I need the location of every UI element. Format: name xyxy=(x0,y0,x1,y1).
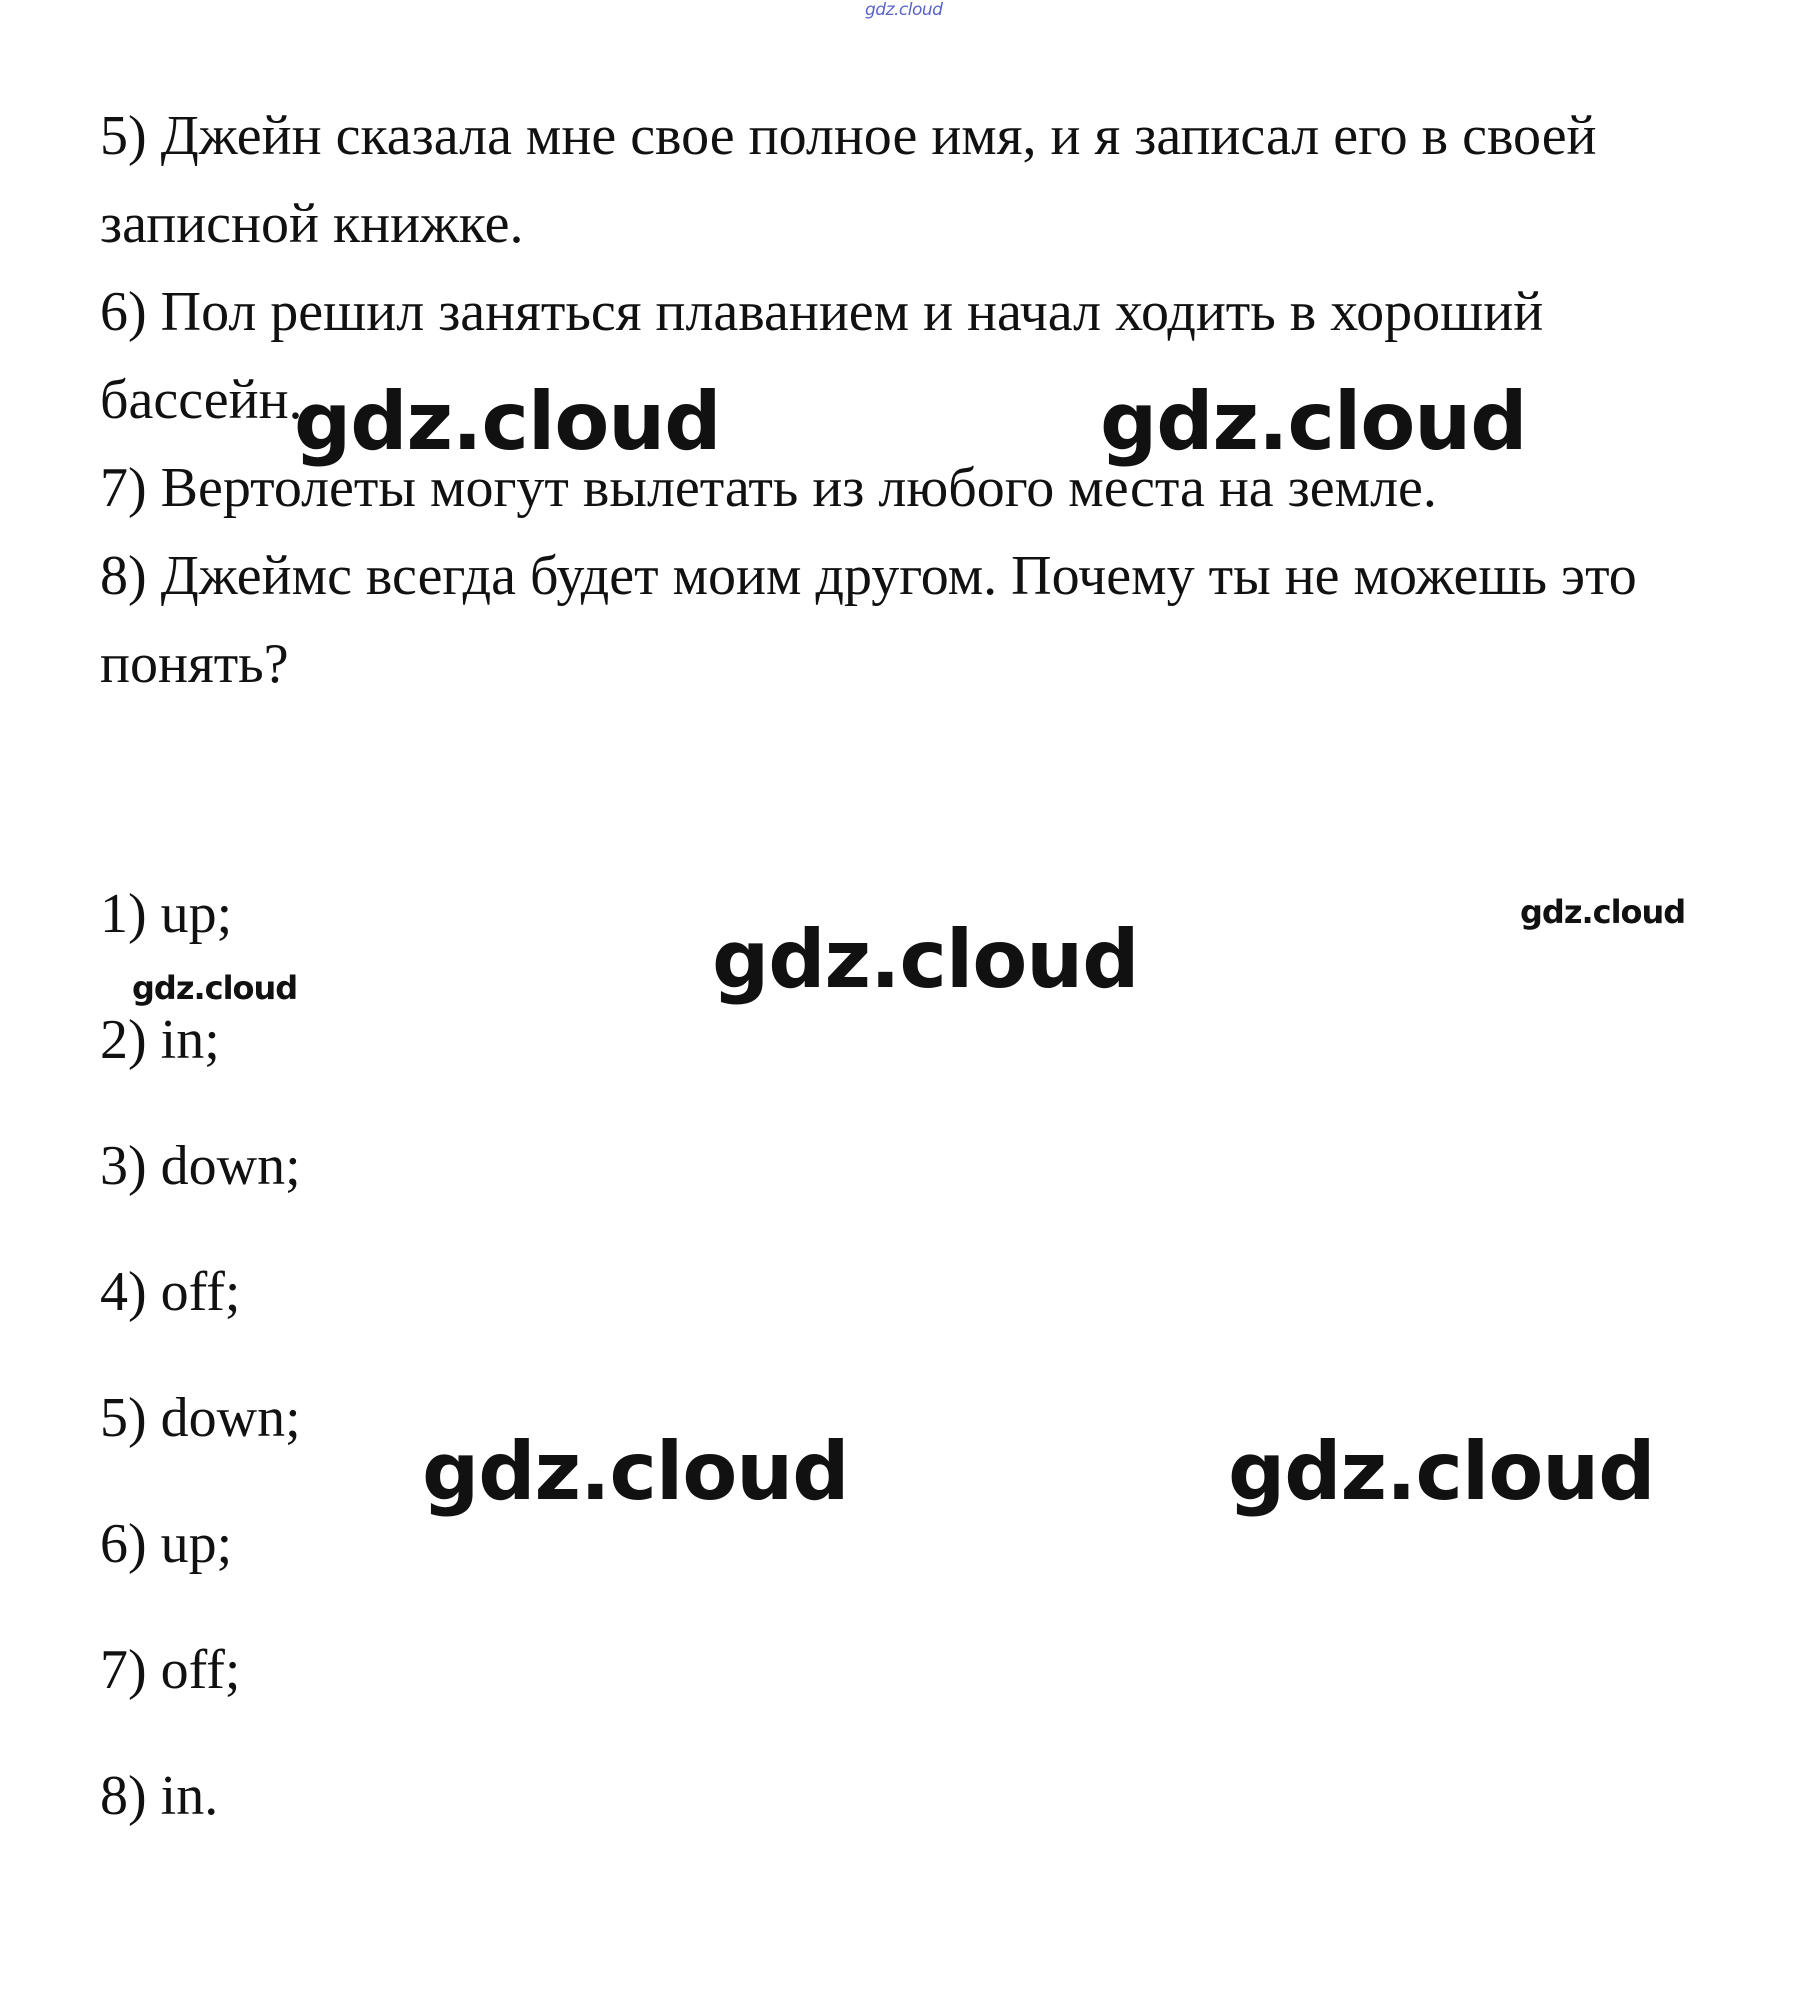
answer-item-5: 5) down; xyxy=(100,1387,301,1449)
answer-item-6: 6) up; xyxy=(100,1513,233,1575)
watermark: gdz.cloud xyxy=(712,913,1139,1006)
translation-item-7: 7) Вертолеты могут вылетать из любого места на земле. xyxy=(100,457,1437,519)
answer-item-1: 1) up; xyxy=(100,883,233,945)
watermark: gdz.cloud xyxy=(1228,1425,1655,1518)
translation-item-6: 6) Пол решил заняться плаванием и начал ходить в хороший бассейн. xyxy=(100,281,1544,431)
watermark: gdz.cloud xyxy=(294,375,721,468)
answer-item-7: 7) off; xyxy=(100,1639,241,1701)
watermark: gdz.cloud xyxy=(1520,893,1686,931)
site-mark: gdz.cloud xyxy=(865,0,943,20)
answer-item-4: 4) off; xyxy=(100,1261,241,1323)
translation-item-8: 8) Джеймс всегда будет моим другом. Почему ты не можешь это понять? xyxy=(100,545,1637,695)
watermark: gdz.cloud xyxy=(1100,375,1527,468)
watermark: gdz.cloud xyxy=(422,1425,849,1518)
answer-item-8: 8) in. xyxy=(100,1765,219,1827)
watermark: gdz.cloud xyxy=(132,969,298,1007)
answer-item-3: 3) down; xyxy=(100,1135,301,1197)
answer-item-2: 2) in; xyxy=(100,1009,220,1071)
translation-item-5: 5) Джейн сказала мне свое полное имя, и я записал его в своей записной книжке. xyxy=(100,105,1597,255)
